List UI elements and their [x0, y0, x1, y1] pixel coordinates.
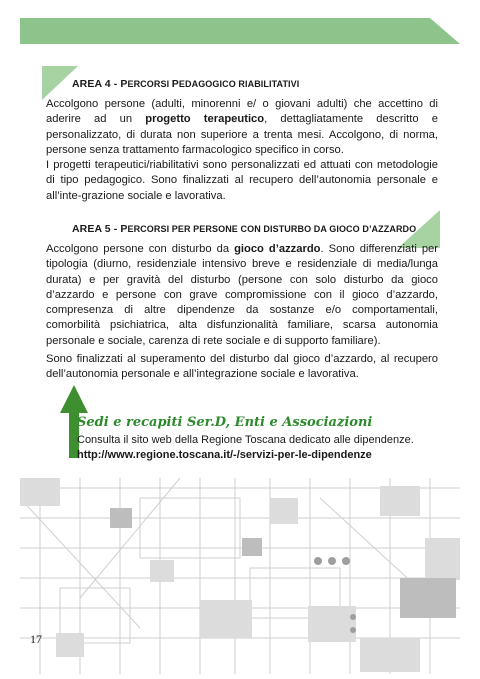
sedi-title: Sedi e recapiti Ser.D, Enti e Associazioni — [77, 415, 373, 430]
area5-heading: AREA 5 - PERCORSI PER PERSONE CON DISTURBO DA GIOCO D’AZZARDO — [72, 223, 417, 235]
top-banner — [20, 18, 460, 44]
area4-paragraph-2: I progetti terapeutici/riabilitativi sono personalizzati ed attuati con metodologie di tipo pedagogico. Sono finalizzati al recupero dell’autonomia personale e all’inte-grazione sociale e lavorativa. — [46, 159, 438, 202]
sedi-description: Consulta il sito web della Regione Toscana dedicato alle dipendenze. — [77, 434, 414, 446]
area4-bold-term: progetto terapeutico — [145, 113, 265, 126]
sedi-url-link[interactable]: http://www.regione.toscana.it/-/servizi-per-le-dipendenze — [77, 449, 372, 461]
area5-paragraph-2: Sono finalizzati al superamento del disturbo dal gioco d’azzardo, al recupero dell’autonomia personale e all’integrazione sociale e lavorativa. — [46, 353, 438, 381]
area4-heading: AREA 4 - PERCORSI PEDAGOGICO RIABILITATIVI — [72, 78, 300, 90]
area5-paragraph-1: Accolgono persone con disturbo da gioco d’azzardo. Sono differenziati per tipologia (diurno, residenziale intensivo breve e residenziale di media/lunga durata) e per gravità del disturbo (persone con solo disturbo da gioco d’azzardo e persone con grave compromissione con il gioco d’azzardo, compresenza di altre dipendenze da sostanze e/o comportamentali, comorbilità psichiatrica, alta disfunzionalità familiare, scarsa autonomia personale e sociale, carenza di rete sociale e di supporto familiare). — [46, 243, 438, 347]
top-banner-cut — [430, 18, 460, 44]
page-number: 17 — [30, 632, 42, 646]
area5-bold-term: gioco d’azzardo — [234, 243, 321, 255]
up-arrow-icon — [60, 385, 88, 413]
area4-paragraph-1: Accolgono persone (adulti, minorenni e/ o giovani adulti) che accettino di aderire ad un progetto terapeutico, dettagliatamente descritto e personalizzato, di durata non superiore a trenta mesi. Accolgono, di norma, persone senza trattamento farmacologico specifico in corso. — [46, 98, 438, 156]
decorative-grid-pattern — [20, 478, 460, 674]
